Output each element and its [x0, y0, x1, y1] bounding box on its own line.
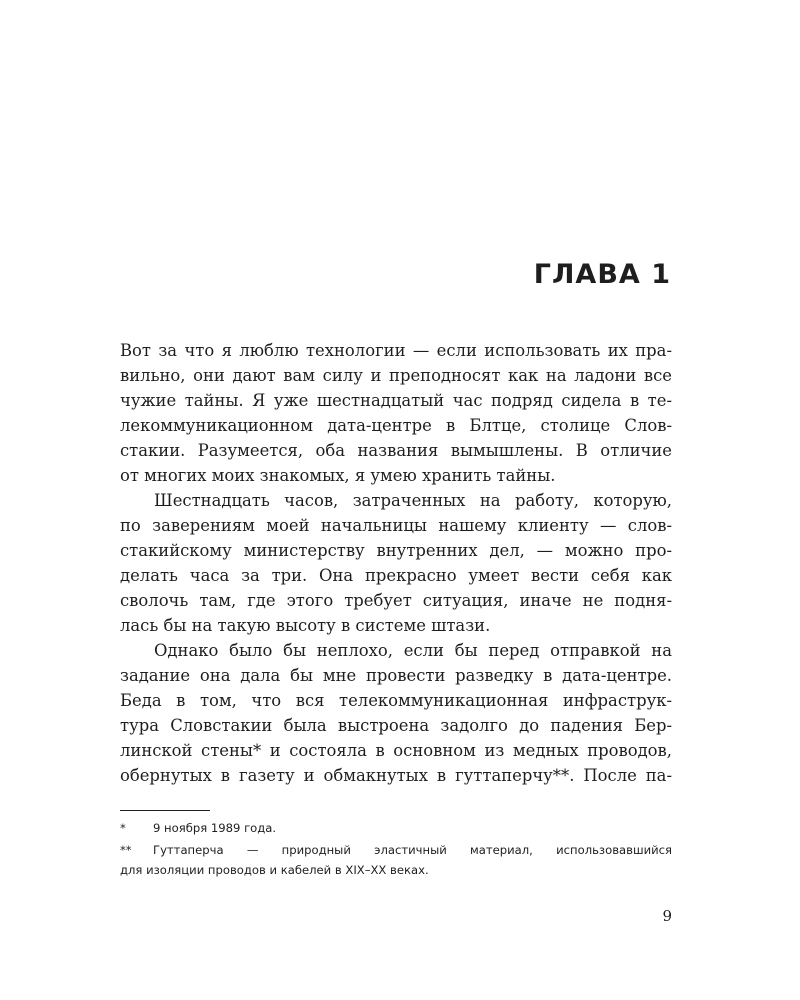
- text-line: сволочь там, где этого требует ситуация, иначе не подня-: [120, 591, 672, 610]
- text-line: вильно, они дают вам силу и преподносят как на ладони все: [120, 366, 672, 385]
- footnote-text: 9 ноября 1989 года.: [153, 821, 277, 835]
- footnote-2: [120, 840, 672, 880]
- text-line: тура Словстакии была выстроена задолго до падения Бер-: [120, 716, 672, 735]
- text-line: стакийскому министерству внутренних дел, — можно про-: [120, 541, 672, 560]
- footnote-divider: [120, 810, 210, 811]
- footnote-marker: **: [120, 843, 132, 857]
- text-line: от многих моих знакомых, я умею хранить тайны.: [120, 466, 556, 485]
- paragraph-2: [120, 488, 672, 638]
- text-line: Однако было бы неплохо, если бы перед отправкой на: [154, 641, 672, 660]
- footnote-text: Гуттаперча — природный эластичный материал, использовавшийся: [153, 843, 672, 857]
- footnote-line: для изоляции проводов и кабелей в XIX–XX веках.: [120, 863, 429, 877]
- page-number: 9: [662, 907, 672, 925]
- footnote-line: [120, 840, 672, 860]
- text-line: Шестнадцать часов, затраченных на работу, которую,: [154, 491, 672, 510]
- text-line: линской стены* и состояла в основном из медных проводов,: [120, 741, 672, 760]
- footnotes: [120, 818, 672, 880]
- footnote-marker: *: [120, 821, 126, 835]
- text-line: по заверениям моей начальницы нашему клиенту — слов-: [120, 516, 672, 535]
- text-line: лась бы на такую высоту в системе штази.: [120, 616, 491, 635]
- body-text: [120, 338, 672, 788]
- paragraph-3: [120, 638, 672, 788]
- paragraph-1: [120, 338, 672, 488]
- text-line: стакии. Разумеется, оба названия вымышлены. В отличие: [120, 441, 672, 460]
- footnote-1: [120, 818, 672, 840]
- text-line: лекоммуникационном дата-центре в Блтце, столице Слов-: [120, 416, 672, 435]
- text-line: Вот за что я люблю технологии — если использовать их пра-: [120, 341, 672, 360]
- text-line: Беда в том, что вся телекоммуникационная инфраструк-: [120, 691, 672, 710]
- text-line: обернутых в газету и обмакнутых в гуттаперчу**. После па-: [120, 766, 672, 785]
- chapter-title: ГЛАВА 1: [533, 259, 671, 290]
- text-line: делать часа за три. Она прекрасно умеет вести себя как: [120, 566, 672, 585]
- text-line: задание она дала бы мне провести разведку в дата-центре.: [120, 666, 672, 685]
- text-line: чужие тайны. Я уже шестнадцатый час подряд сидела в те-: [120, 391, 672, 410]
